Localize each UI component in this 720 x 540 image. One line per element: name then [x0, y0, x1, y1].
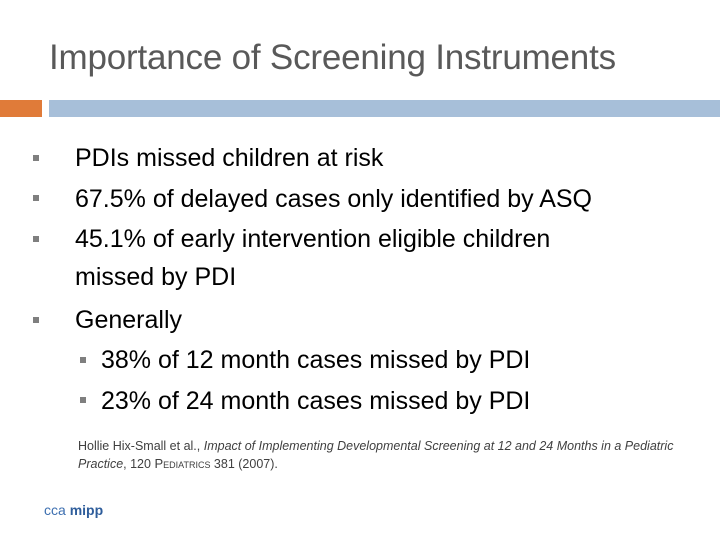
slide-title: Importance of Screening Instruments	[49, 38, 616, 77]
bullet-item-continuation: missed by PDI	[75, 263, 237, 291]
citation	[78, 438, 678, 473]
logo-brand: mipp	[69, 502, 104, 518]
accent-bar-orange	[0, 100, 42, 117]
bullet-marker	[33, 317, 39, 323]
accent-bar-blue	[49, 100, 720, 117]
citation-volume: , 120	[123, 457, 155, 471]
sub-bullet-marker	[80, 397, 86, 403]
bullet-item: 67.5% of delayed cases only identified by ASQ	[75, 185, 592, 213]
citation-article-title: Impact of Implementing Developmental Screening at 12 and 24 Months in a Pediatric Practice	[78, 439, 674, 471]
citation-pages: 381 (2007).	[210, 457, 278, 471]
citation-authors: Hollie Hix-Small et al.,	[78, 439, 204, 453]
bullet-item: 45.1% of early intervention eligible children	[75, 225, 551, 253]
sub-bullet-item: 23% of 24 month cases missed by PDI	[101, 387, 531, 415]
logo	[44, 502, 103, 518]
bullet-marker	[33, 195, 39, 201]
sub-bullet-item: 38% of 12 month cases missed by PDI	[101, 346, 531, 374]
bullet-item: PDIs missed children at risk	[75, 144, 384, 172]
citation-journal: Pediatrics	[154, 456, 211, 471]
bullet-marker	[33, 155, 39, 161]
sub-bullet-marker	[80, 357, 86, 363]
bullet-item: Generally	[75, 306, 182, 334]
logo-prefix: cca	[44, 502, 66, 518]
bullet-marker	[33, 236, 39, 242]
